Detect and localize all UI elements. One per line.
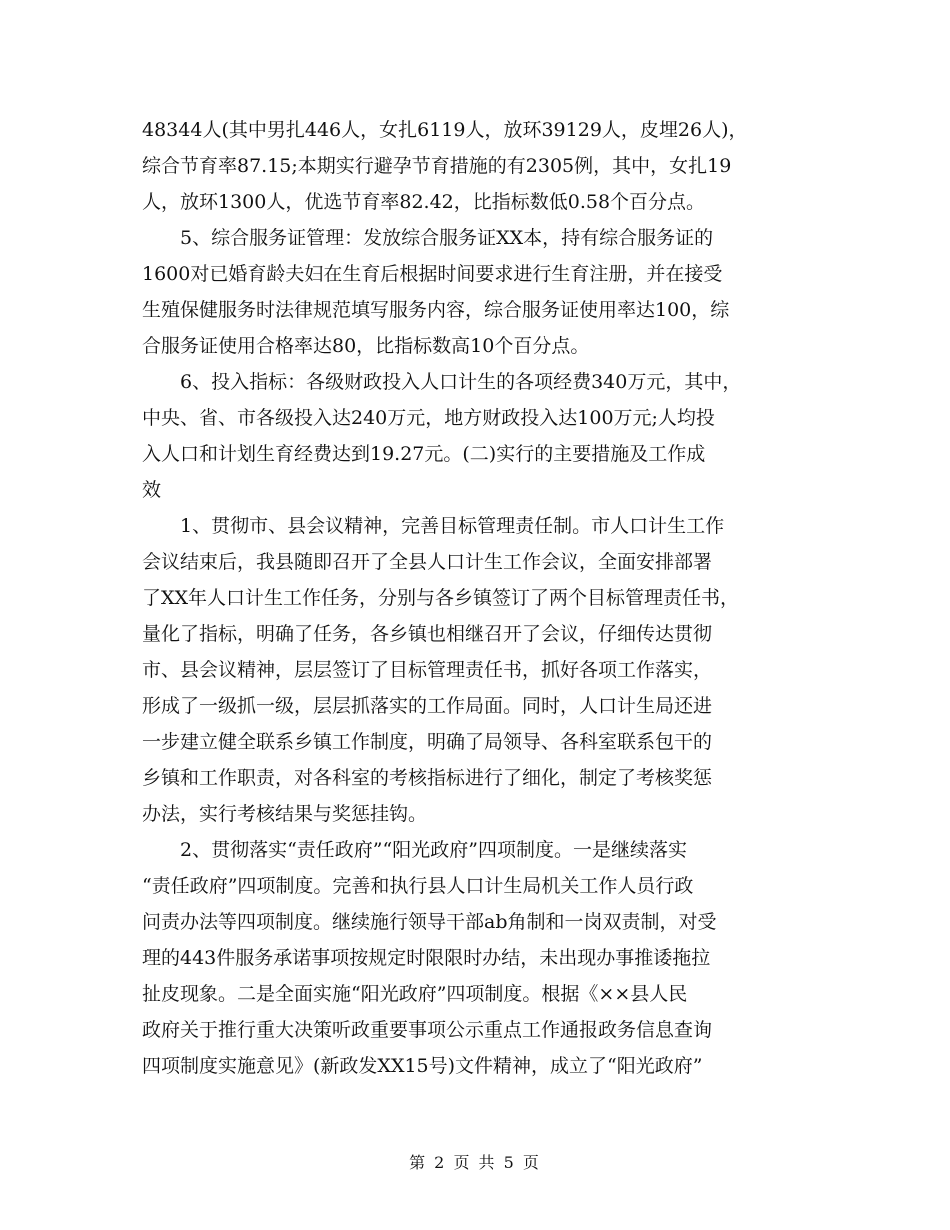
text-line: 市、县会议精神，层层签订了目标管理责任书，抓好各项工作落实， (142, 659, 713, 681)
paragraph-start-line: 6、投入指标：各级财政投入人口计生的各项经费340万元，其中， (180, 371, 742, 393)
text-line: 了XX年人口计生工作任务，分别与各乡镇签订了两个目标管理责任书， (142, 587, 740, 609)
paragraph-start-line: 2、贯彻落实“责任政府”“阳光政府”四项制度。一是继续落实 (180, 839, 687, 861)
text-line: 1600对已婚育龄夫妇在生育后根据时间要求进行生育注册，并在接受 (142, 263, 723, 285)
text-line: 人，放环1300人，优选节育率82.42，比指标数低0.58个百分点。 (142, 191, 706, 213)
text-line: 政府关于推行重大决策听政重要事项公示重点工作通报政务信息查询 (142, 1019, 713, 1041)
text-line: 乡镇和工作职责，对各科室的考核指标进行了细化，制定了考核奖惩 (142, 767, 713, 789)
text-line: 量化了指标，明确了任务，各乡镇也相继召开了会议，仔细传达贯彻 (142, 623, 713, 645)
text-line: “责任政府”四项制度。完善和执行县人口计生局机关工作人员行政 (142, 875, 694, 897)
text-line: 效 (142, 479, 162, 501)
text-line: 合服务证使用合格率达80，比指标数高10个百分点。 (142, 335, 590, 357)
text-line: 一步建立健全联系乡镇工作制度，明确了局领导、各科室联系包干的 (142, 731, 713, 753)
paragraph-start-line: 5、综合服务证管理：发放综合服务证XX本，持有综合服务证的 (180, 227, 714, 249)
page-footer: 第 2 页 共 5 页 (409, 1153, 541, 1172)
text-line: 形成了一级抓一级，层层抓落实的工作局面。同时，人口计生局还进 (142, 695, 713, 717)
text-line: 生殖保健服务时法律规范填写服务内容，综合服务证使用率达100，综 (142, 299, 730, 321)
text-line: 会议结束后，我县随即召开了全县人口计生工作会议，全面安排部署 (142, 551, 713, 573)
paragraph-start-line: 1、贯彻市、县会议精神，完善目标管理责任制。市人口计生工作 (180, 515, 725, 537)
text-line: 办法，实行考核结果与奖惩挂钩。 (142, 803, 428, 825)
text-line: 48344人(其中男扎446人，女扎6119人，放环39129人，皮埋26人)， (142, 119, 748, 141)
text-line: 问责办法等四项制度。继续施行领导干部ab角制和一岗双责制，对受 (142, 911, 717, 933)
text-line: 理的443件服务承诺事项按规定时限限时办结，未出现办事推诿拖拉 (142, 947, 711, 969)
text-line: 入人口和计划生育经费达到19.27元。(二)实行的主要措施及工作成 (142, 443, 706, 465)
text-line: 扯皮现象。二是全面实施“阳光政府”四项制度。根据《××县人民 (142, 983, 688, 1005)
document-body (142, 112, 806, 1084)
text-line: 中央、省、市各级投入达240万元，地方财政投入达100万元;人均投 (142, 407, 715, 429)
text-line: 综合节育率87.15;本期实行避孕节育措施的有2305例，其中，女扎19 (142, 155, 732, 177)
text-line: 四项制度实施意见》(新政发XX15号)文件精神，成立了“阳光政府” (142, 1055, 703, 1077)
